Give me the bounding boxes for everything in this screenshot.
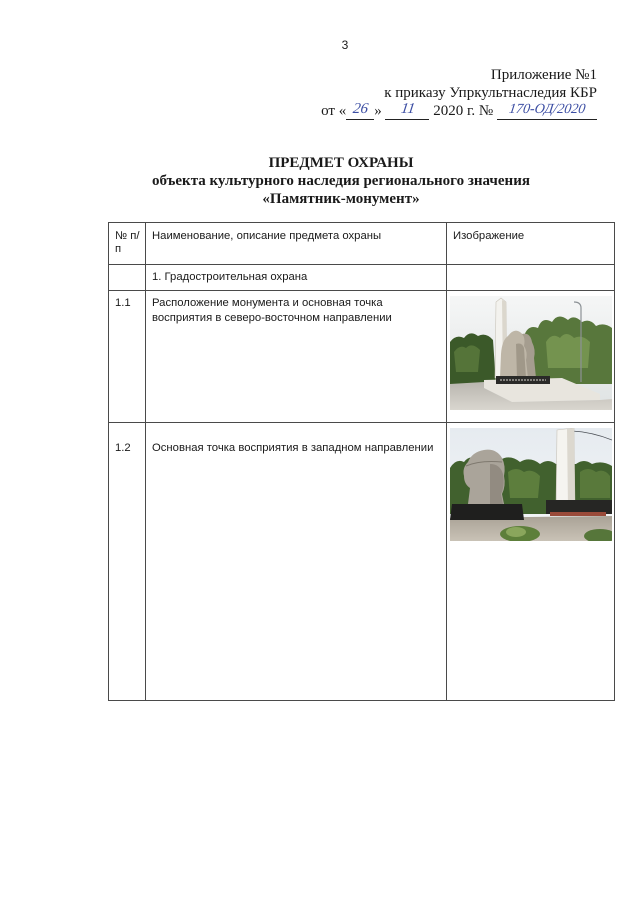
heading-object-name: «Памятник-монумент»	[262, 191, 420, 207]
order-date-number-line	[321, 102, 597, 120]
obelisk-shade	[567, 428, 575, 508]
shrub-light	[506, 527, 526, 537]
trees-right-highlight	[546, 334, 590, 368]
pedestal	[450, 504, 524, 520]
row-image-cell	[447, 423, 615, 701]
row-description: Расположение монумента и основная точка восприятия в северо-восточном направлении	[146, 291, 447, 423]
table-row	[109, 423, 615, 701]
document-heading	[100, 154, 582, 208]
section-title: 1. Градостроительная охрана	[146, 265, 447, 291]
trees-left-highlight	[454, 345, 480, 372]
year-number-label: 2020 г. №	[433, 103, 494, 119]
day-blank	[346, 101, 374, 120]
header-description: Наименование, описание предмета охраны	[146, 223, 447, 265]
monument-photo-west	[450, 428, 612, 541]
table-row	[109, 291, 615, 423]
row-image-cell	[447, 265, 615, 291]
row-description: Основная точка восприятия в западном направлении	[146, 423, 447, 701]
table-header-row	[109, 223, 615, 265]
handwritten-month: 11	[399, 101, 416, 117]
date-prefix: от «	[321, 103, 347, 119]
protection-subject-table	[108, 222, 615, 701]
month-blank	[385, 101, 429, 120]
header-number: № п/п	[109, 223, 146, 265]
page-number: 3	[341, 38, 349, 52]
handwritten-day: 26	[351, 101, 369, 117]
trees-highlight-right	[580, 469, 610, 498]
handwritten-order-number: 170-ОД/2020	[507, 102, 587, 117]
memorial-wall	[546, 500, 612, 514]
appendix-header	[321, 66, 597, 120]
day-close-quote: »	[374, 103, 382, 119]
monument-photo-northeast	[450, 296, 612, 410]
row-number-cell	[109, 265, 146, 291]
flower-bed	[550, 512, 606, 516]
row-image-cell	[447, 291, 615, 423]
appendix-order-reference: к приказу Упркультнаследия КБР	[384, 85, 597, 101]
table-row-section	[109, 265, 615, 291]
row-number: 1.2	[109, 423, 146, 701]
appendix-title: Приложение №1	[490, 67, 597, 83]
row-number: 1.1	[109, 291, 146, 423]
trees-highlight	[508, 469, 540, 498]
order-number-blank	[497, 104, 597, 120]
header-image: Изображение	[447, 223, 615, 265]
heading-subtitle: объекта культурного наследия регионального значения	[152, 173, 530, 189]
heading-title: ПРЕДМЕТ ОХРАНЫ	[268, 155, 414, 171]
